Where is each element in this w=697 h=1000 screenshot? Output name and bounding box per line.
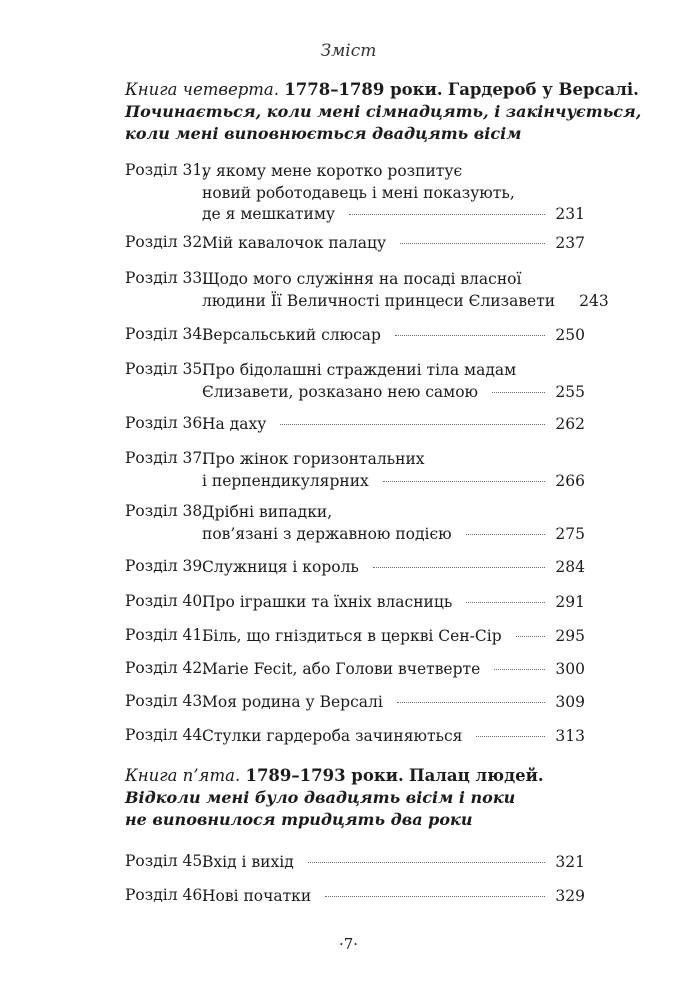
chapter-title-last-line [202, 233, 585, 255]
chapter-title-last-line [202, 325, 585, 347]
chapter-title-last-line [202, 291, 609, 313]
chapter-title [202, 592, 585, 614]
chapter-title-last-line [202, 852, 585, 874]
chapter-title-last-line [202, 726, 585, 748]
dot-leader [325, 895, 545, 897]
chapter-title-last-line [202, 592, 585, 614]
chapter-title-last-line [202, 659, 585, 681]
chapter-page: 275 [555, 524, 585, 543]
chapter-title-line: Щодо мого служіння на посаді власної [202, 270, 522, 288]
chapter-title-last-line [202, 204, 585, 226]
book-subtitle-line: не виповнилося тридцять два роки [125, 809, 473, 829]
chapter-number: Розділ 33. [125, 269, 208, 287]
chapter-page: 262 [555, 415, 585, 433]
chapter-title [202, 161, 585, 226]
chapter-title [202, 325, 585, 347]
chapter-title-last-line [202, 886, 585, 908]
chapter-number: Розділ 40. [125, 592, 208, 610]
book-label: Книга п’ята. [125, 766, 241, 785]
chapter-title-last-line [202, 692, 585, 714]
chapter-title-line: Мій кавалочок палацу [202, 234, 387, 252]
chapter-title-line: пов’язані з державною подією [202, 524, 452, 543]
chapter-title-line: Версальський слюсар [202, 326, 381, 344]
book-title: Гардероб у Версалі. [447, 80, 639, 99]
chapter-number: Розділ 42. [125, 659, 208, 677]
chapter-number: Розділ 39. [125, 557, 208, 575]
chapter-title-line: де я мешкатиму [202, 205, 335, 223]
chapter-title [202, 852, 585, 874]
chapter-number: Розділ 41. [125, 626, 208, 644]
chapter-title [202, 360, 585, 403]
dot-leader [373, 566, 546, 568]
dot-leader [397, 701, 546, 703]
chapter-title-line: Служниця і король [202, 558, 359, 576]
chapter-title-line: Про іграшки та їхніх власниць [202, 593, 453, 611]
book-title: Палац людей. [409, 766, 544, 785]
chapter-title [202, 659, 585, 681]
book-heading [125, 765, 585, 830]
dot-leader [466, 601, 545, 603]
chapter-page: 291 [555, 593, 585, 611]
chapter-title [202, 502, 585, 545]
dot-leader [476, 735, 545, 737]
chapter-number: Розділ 46. [125, 886, 208, 904]
chapter-page: 266 [555, 471, 585, 490]
book-subtitle-line: Відколи мені було двадцять вісім і поки [125, 788, 516, 807]
dot-leader [466, 533, 546, 535]
chapter-number: Розділ 45. [125, 852, 208, 870]
chapter-number: Розділ 35. [125, 360, 208, 378]
dot-leader [308, 861, 546, 863]
chapter-title-line: новий роботодавець і мені показують, [202, 183, 515, 202]
running-head: Зміст [320, 41, 377, 61]
chapter-title-line: людини Її Величності принцеси Єлизавети [202, 291, 556, 310]
chapter-page: 255 [555, 382, 585, 401]
chapter-title-last-line [202, 414, 585, 436]
dot-leader [492, 391, 545, 393]
book-heading-line [125, 765, 585, 787]
chapter-number: Розділ 37. [125, 449, 208, 467]
chapter-page: 237 [555, 234, 585, 252]
chapter-title-line: Нові початки [202, 887, 312, 905]
dot-leader [383, 480, 546, 482]
dot-leader [400, 242, 545, 244]
chapter-title-line: Про бідолашні страждениі тіла мадам [202, 361, 517, 379]
chapter-number: Розділ 43. [125, 692, 208, 710]
chapter-number: Розділ 36. [125, 414, 208, 432]
book-years: 1789–1793 роки. [245, 766, 404, 785]
chapter-number: Розділ 34. [125, 325, 208, 343]
chapter-page: 313 [555, 727, 585, 745]
chapter-number: Розділ 44. [125, 726, 208, 744]
chapter-number: Розділ 31, [125, 161, 208, 179]
chapter-title-line: Дрібні випадки, [202, 503, 333, 521]
chapter-title-last-line [202, 524, 585, 546]
chapter-title [202, 726, 585, 748]
book-label: Книга четверта. [125, 80, 280, 99]
chapter-title-last-line [202, 557, 585, 579]
dot-leader [494, 668, 545, 670]
chapter-title-line: у якому мене коротко розпитує [202, 162, 463, 180]
chapter-title [202, 449, 585, 492]
chapter-title [202, 233, 585, 255]
chapter-page: 250 [555, 326, 585, 344]
chapter-title-last-line [202, 471, 585, 493]
chapter-title [202, 557, 585, 579]
dot-leader [516, 635, 546, 637]
chapter-page: 243 [579, 291, 609, 310]
chapter-title [202, 626, 585, 648]
chapter-title-last-line [202, 382, 585, 404]
chapter-title-line: Marie Fecit, або Голови вчетверте [202, 660, 481, 678]
chapter-title-line: і перпендикулярних [202, 471, 369, 490]
chapter-title-line: Єлизавети, розказано нею самою [202, 382, 479, 401]
chapter-page: 300 [555, 660, 585, 678]
chapter-page: 309 [555, 693, 585, 711]
chapter-number: Розділ 32. [125, 233, 208, 251]
chapter-title [202, 692, 585, 714]
chapter-title-line: На даху [202, 415, 267, 433]
chapter-title-line: Вхід і вихід [202, 853, 294, 871]
chapter-page: 284 [555, 558, 585, 576]
book-heading [125, 79, 642, 144]
chapter-number: Розділ 38. [125, 502, 208, 520]
chapter-title-line: Біль, що гніздиться в церкві Сен-Сір [202, 627, 502, 645]
dot-leader [280, 423, 545, 425]
chapter-title-line: Про жінок горизонтальних [202, 450, 425, 468]
chapter-title-last-line [202, 626, 585, 648]
book-subtitle-line: Починається, коли мені сімнадцять, і закінчується, [125, 102, 642, 121]
page-number: ·7· [338, 935, 359, 953]
dot-leader [395, 334, 545, 336]
chapter-page: 295 [555, 627, 585, 645]
chapter-page: 231 [555, 205, 585, 223]
dot-leader [349, 213, 545, 215]
book-subtitle-line: коли мені виповнюється двадцять вісім [125, 123, 522, 143]
chapter-title [202, 414, 585, 436]
chapter-title-line: Моя родина у Версалі [202, 693, 383, 711]
chapter-page: 329 [555, 887, 585, 905]
book-heading-line [125, 79, 639, 101]
chapter-title-line: Стулки гардероба зачиняються [202, 727, 463, 745]
chapter-title [202, 886, 585, 908]
chapter-title [202, 269, 609, 312]
chapter-page: 321 [555, 853, 585, 871]
book-years: 1778–1789 роки. [284, 80, 443, 99]
